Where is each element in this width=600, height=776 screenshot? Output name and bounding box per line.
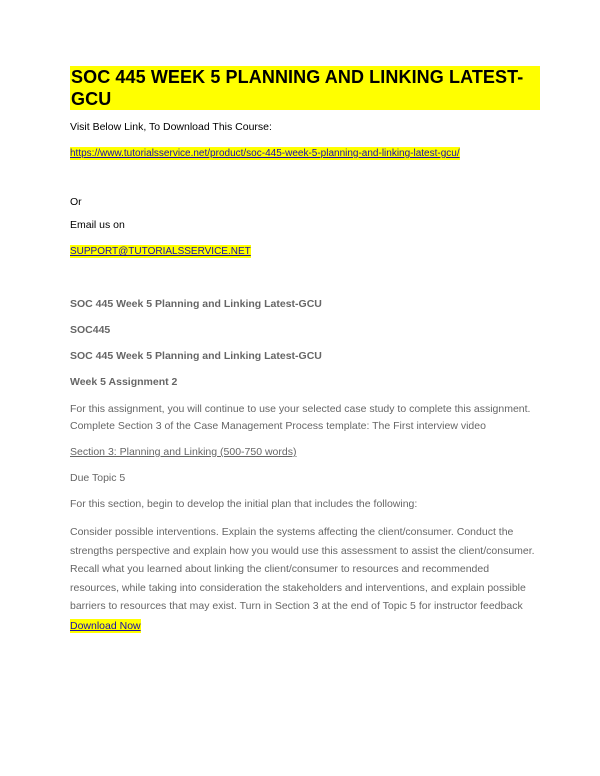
due-topic-text: Due Topic 5: [70, 472, 126, 484]
course-subheading: SOC 445 Week 5 Planning and Linking Latest-GCU: [70, 350, 322, 362]
course-code-heading: SOC445: [70, 324, 111, 336]
visit-instruction: Visit Below Link, To Download This Course:: [70, 121, 272, 133]
or-text: Or: [70, 196, 82, 208]
course-url-link[interactable]: https://www.tutorialsservice.net/product/soc-445-week-5-planning-and-linking-latest-gcu/: [70, 148, 460, 159]
assignment-heading: Week 5 Assignment 2: [70, 376, 178, 388]
support-email-link[interactable]: SUPPORT@TUTORIALSSERVICE.NET: [70, 246, 251, 257]
document-page: [70, 66, 540, 634]
document-title: SOC 445 WEEK 5 PLANNING AND LINKING LATEST-GCU: [70, 66, 540, 110]
section-instruction: For this section, begin to develop the initial plan that includes the following:: [70, 498, 418, 510]
course-heading: SOC 445 Week 5 Planning and Linking Latest-GCU: [70, 298, 322, 310]
section-3-link[interactable]: Section 3: Planning and Linking (500-750 words): [70, 446, 297, 458]
email-label: Email us on: [70, 219, 125, 231]
interventions-paragraph: Consider possible interventions. Explain the systems affecting the client/consumer. Conduct the strengths perspective and explain how you would use this assessment to assist the client/consumer. Recall what you learned about linking the client/consumer to resources and recommended resources, while taking into consideration the stakeholders and interventions, and explain possible barriers to resources that may exist. Turn in Section 3 at the end of Topic 5 for instructor feedback: [70, 526, 535, 612]
assignment-description: For this assignment, you will continue to use your selected case study to complete this assignment. Complete Section 3 of the Case Management Process template: The First interview video: [70, 403, 531, 432]
download-now-link[interactable]: Download Now: [70, 619, 141, 632]
